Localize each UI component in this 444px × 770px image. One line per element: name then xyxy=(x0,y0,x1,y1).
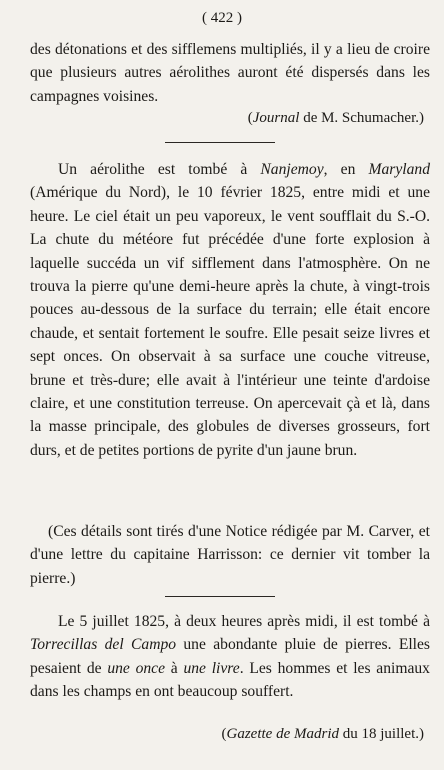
source-journal-schumacher: (Journal de M. Schumacher.) xyxy=(247,110,424,126)
paragraph-torrecillas: Le 5 juillet 1825, à deux heures après midi, il est tombé à Torrecillas del Campo une abondante pluie de pierres. Elles pesaient de une once à une livre. Les hommes et les animaux dans les champs en ont beaucoup souffert. xyxy=(30,613,431,701)
page-number: ( 422 ) xyxy=(202,10,242,26)
section-divider xyxy=(165,142,275,143)
paragraph-carver-note: (Ces détails sont tirés d'une Notice rédigée par M. Carver, et d'une lettre du capitaine Harrisson: ce dernier vit tomber la pierre.) xyxy=(30,523,430,587)
paragraph-1: des détonations et des sifflemens multipliés, il y a lieu de croire que plusieurs autres aérolithes auront été dispersés dans les campagnes voisines. xyxy=(30,41,430,105)
source-gazette-madrid: (Gazette de Madrid du 18 juillet.) xyxy=(221,726,424,742)
section-divider xyxy=(165,596,275,597)
paragraph-nanjemoy: Un aérolithe est tombé à Nanjemoy, en Maryland (Amérique du Nord), le 10 février 1825, entre midi et une heure. Le ciel était un peu vaporeux, le vent soufflait du S.-O. La chute du météore fut précédée d'une forte explosion à laquelle succéda un vif sifflement dans l'atmosphère. On ne trouva la pierre qu'une demi-heure après la chute, à vingt-trois pouces au-dessous de la surface du terrain; elle était encore chaude, et sentait fortement le soufre. Elle pesait seize livres et sept onces. On observait à sa surface une couche vitreuse, brune et très-dure; elle avait à l'intérieur une teinte d'ardoise claire, et une constitution terreuse. On apercevait çà et là, dans la masse principale, des globules de diverses grosseurs, fort durs, et de petites portions de pyrite d'un jaune brun. xyxy=(30,161,430,459)
